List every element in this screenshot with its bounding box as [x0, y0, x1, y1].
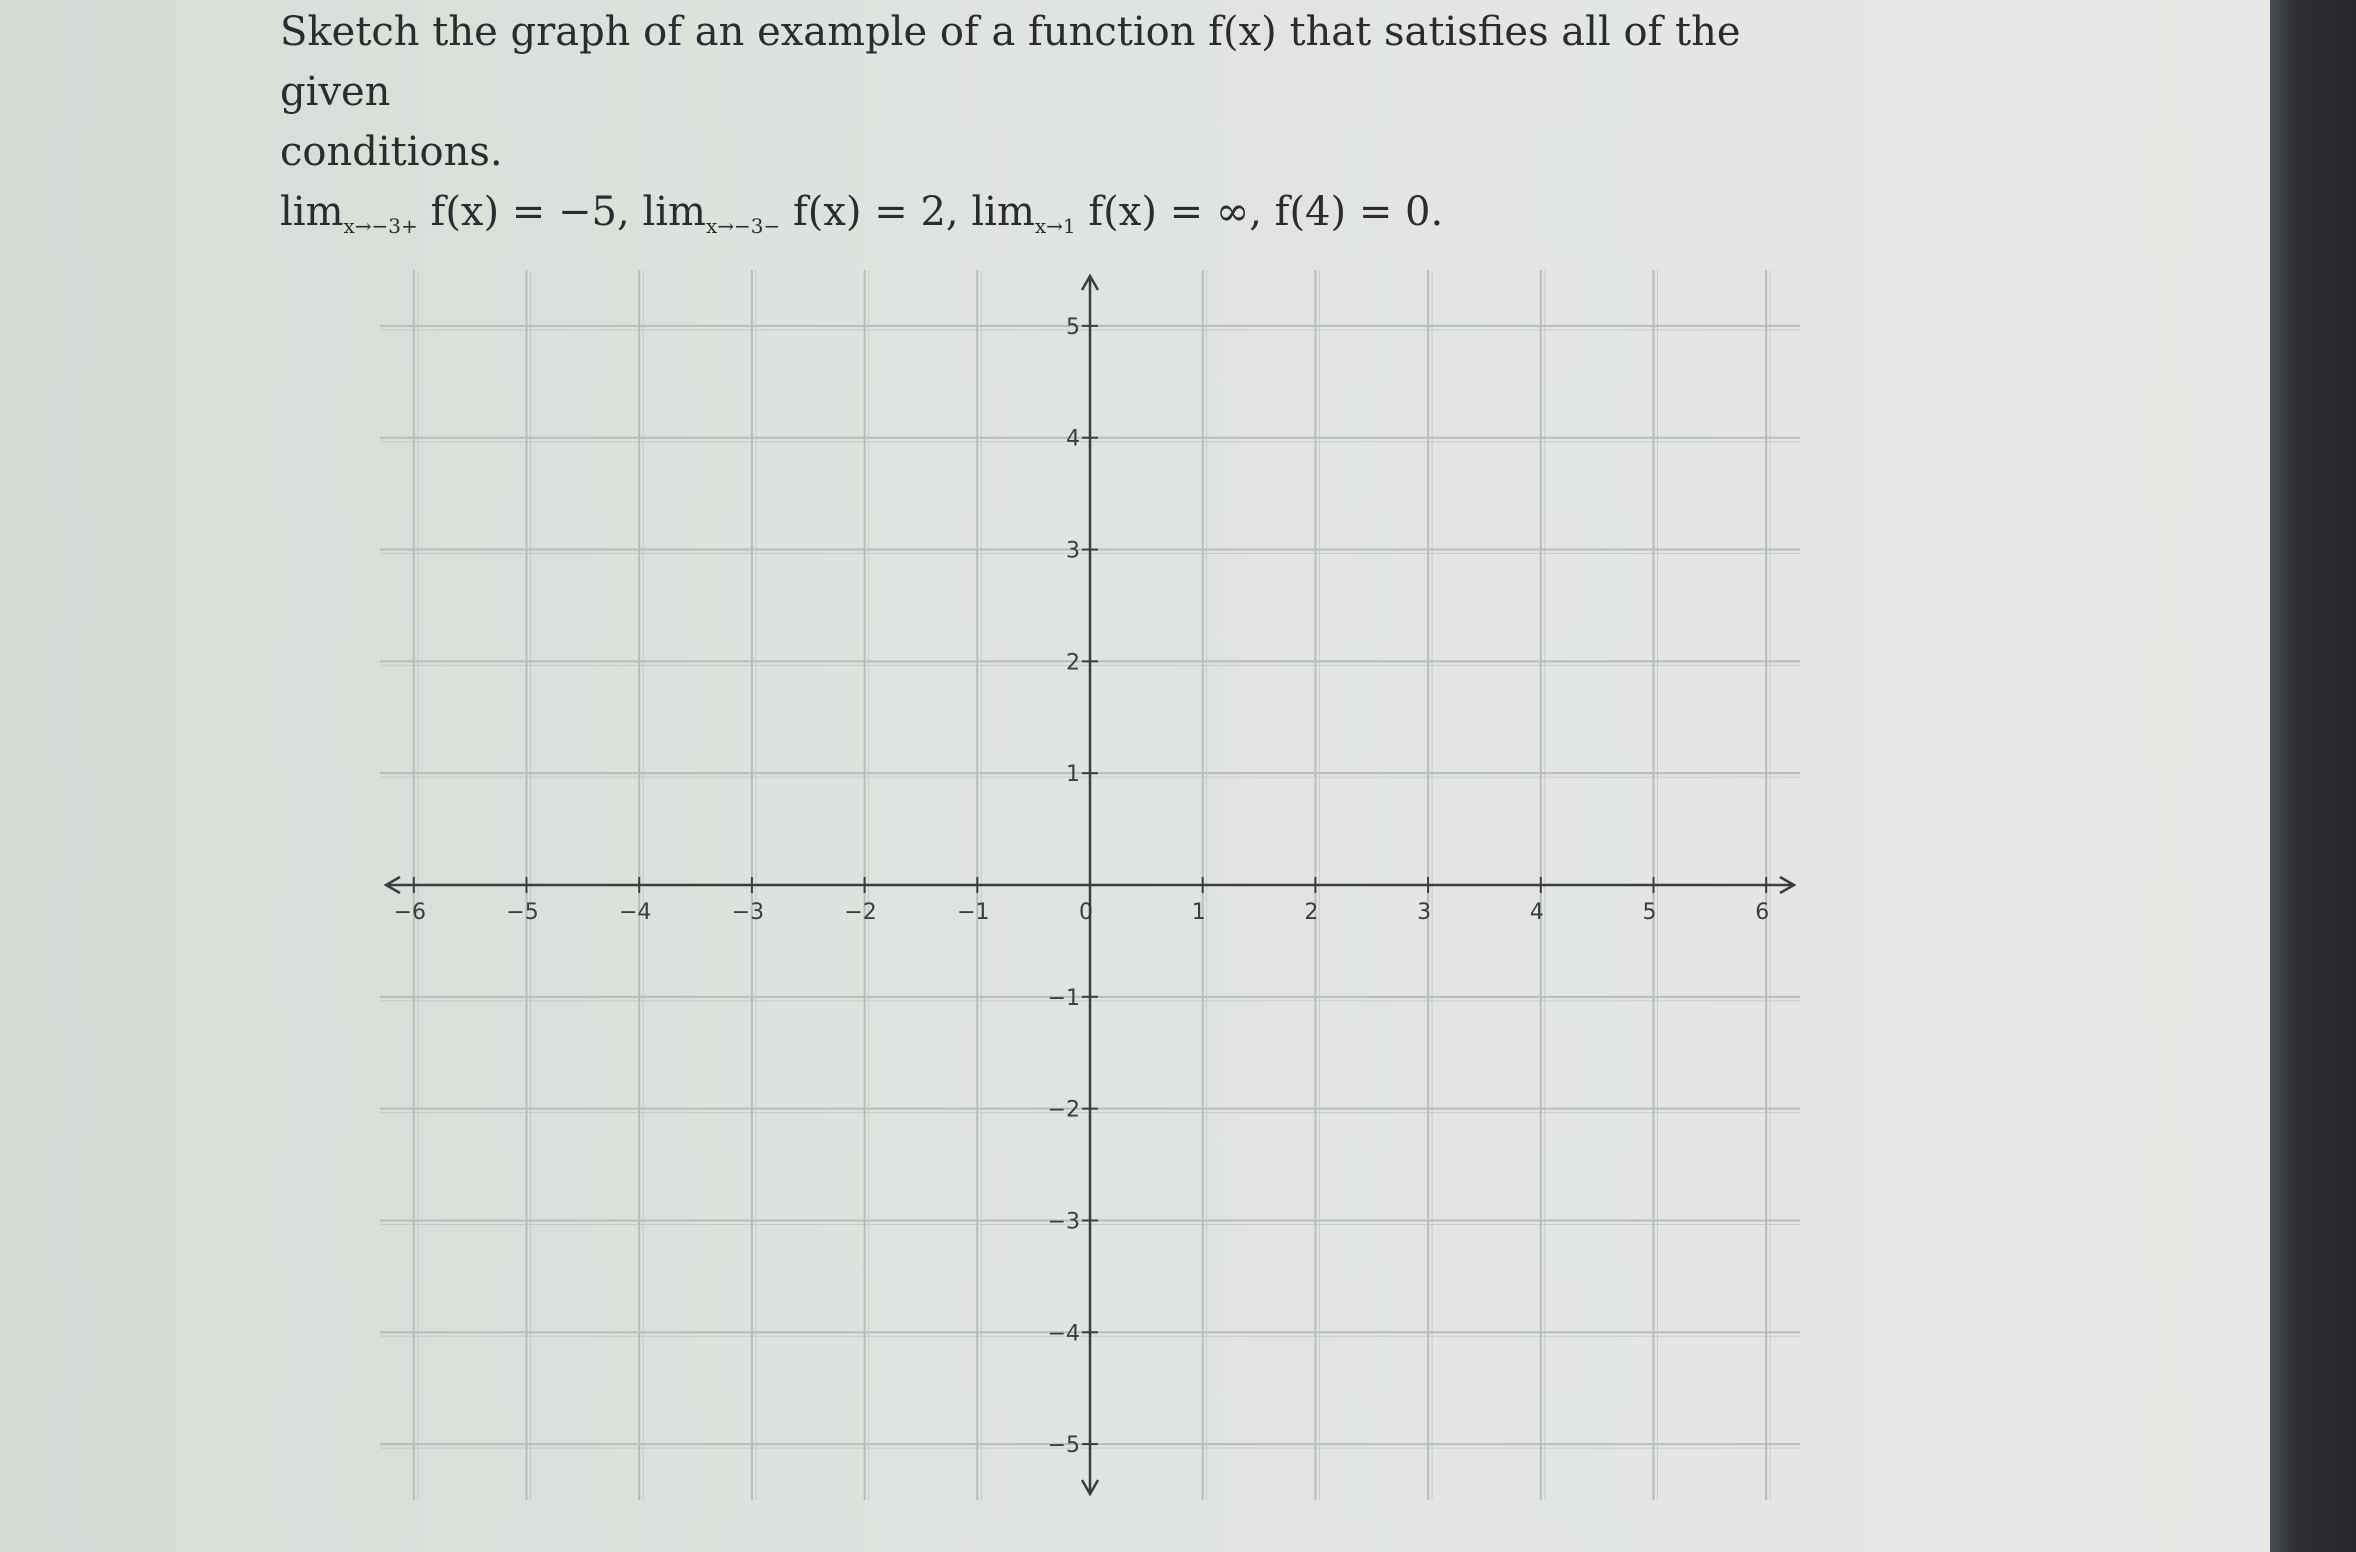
question-line-1: Sketch the graph of an example of a function f(x) that satisfies all of the given: [280, 9, 1741, 115]
condition-1: $\lim_{x\to-3+} f(x) = -5$,: [280, 189, 630, 238]
x-tick-label: −5: [506, 900, 539, 925]
x-tick-label: −3: [731, 900, 765, 925]
monitor-bezel: [2270, 0, 2356, 1552]
x-tick-label: 5: [1642, 900, 1657, 925]
y-tick-label: −1: [1047, 985, 1080, 1011]
graphing-canvas[interactable]: [380, 270, 1800, 1500]
x-tick-label: −6: [393, 900, 427, 925]
question-line-2: conditions.: [280, 129, 503, 175]
x-tick-label: −1: [957, 900, 990, 925]
x-tick-label: 2: [1304, 900, 1319, 925]
x-tick-label: 3: [1417, 900, 1432, 925]
x-tick-label: 6: [1755, 900, 1770, 925]
x-tick-label: 1: [1191, 900, 1206, 925]
y-tick-label: −5: [1047, 1433, 1080, 1459]
condition-3: $\lim_{x\to 1} f(x)$ = ∞,: [971, 189, 1262, 238]
x-tick-label: 4: [1529, 900, 1544, 925]
x-tick-label: −4: [618, 900, 652, 925]
y-tick-label: 5: [1066, 314, 1080, 340]
condition-2: $\lim_{x\to-3-} f(x) = 2$,: [642, 189, 959, 238]
y-tick-label: 2: [1066, 650, 1080, 676]
condition-4: f(4) = 0.: [1274, 189, 1444, 235]
y-tick-label: −3: [1047, 1209, 1080, 1235]
question-text: [280, 2, 1840, 242]
y-tick-label: −2: [1047, 1097, 1080, 1123]
x-tick-label: −2: [844, 900, 877, 925]
y-tick-label: 3: [1066, 538, 1080, 564]
y-tick-label: 4: [1066, 426, 1080, 452]
y-tick-label: 1: [1066, 762, 1080, 788]
conditions-line: [280, 182, 1840, 242]
x-tick-label: 0: [1079, 900, 1093, 925]
y-tick-label: −4: [1047, 1321, 1080, 1347]
